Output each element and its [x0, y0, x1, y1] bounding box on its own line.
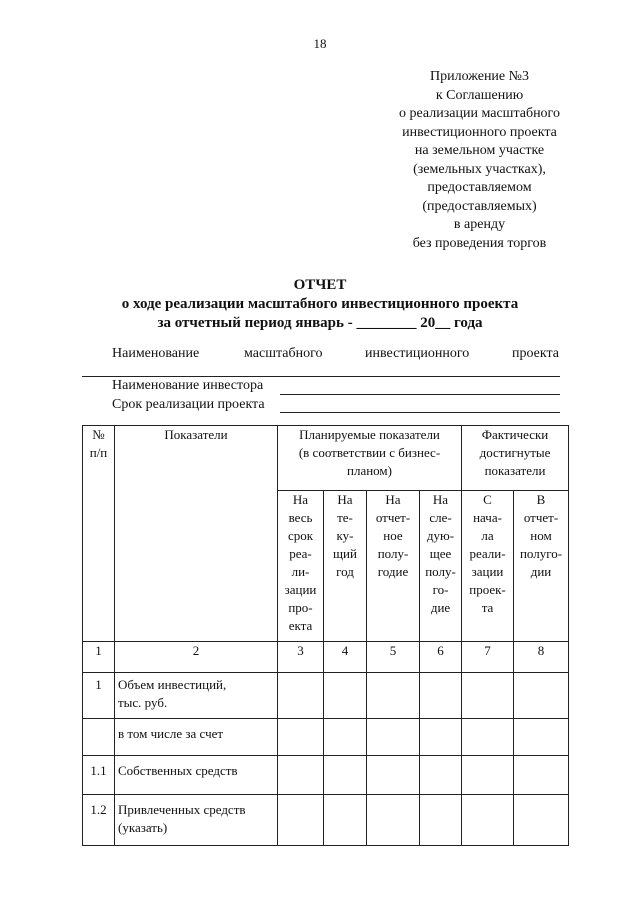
appendix-line: без проведения торгов	[412, 235, 547, 251]
term-line[interactable]	[280, 412, 560, 413]
appendix-line: о реализации масштабного	[399, 106, 560, 121]
appendix-line: к Соглашению	[435, 87, 524, 103]
investor-name-line[interactable]	[280, 394, 560, 395]
column-number: 5	[367, 642, 420, 673]
appendix-line: (земельных участках),	[413, 161, 546, 177]
column-number: 7	[462, 642, 514, 673]
column-number-row	[83, 642, 569, 673]
header-indicators: Показатели	[115, 426, 278, 642]
investor-label: Наименование инвестора	[112, 378, 264, 393]
subheader-reporting-half-year: На отчет- ное полу- годие	[367, 491, 420, 642]
project-name-line[interactable]	[82, 376, 560, 377]
data-cell[interactable]	[278, 673, 324, 719]
row-indicator: Собственных средств	[115, 756, 278, 795]
appendix-line: на земельном участке	[414, 143, 545, 158]
data-cell[interactable]	[420, 756, 462, 795]
row-num: 1	[83, 673, 115, 719]
data-cell[interactable]	[324, 719, 367, 756]
appendix-line: в аренду	[453, 217, 506, 232]
title-line-1: ОТЧЕТ	[293, 277, 347, 293]
data-cell[interactable]	[278, 795, 324, 846]
row-num	[83, 719, 115, 756]
data-cell[interactable]	[514, 719, 569, 756]
data-cell[interactable]	[367, 719, 420, 756]
report-table	[82, 425, 569, 846]
data-cell[interactable]	[514, 795, 569, 846]
table-row	[83, 719, 569, 756]
data-cell[interactable]	[420, 719, 462, 756]
data-cell[interactable]	[367, 673, 420, 719]
project-name-word: проекта	[512, 346, 559, 361]
term-label: Срок реализации проекта	[112, 397, 265, 412]
appendix-line: (предоставляемых)	[422, 198, 537, 214]
data-cell[interactable]	[420, 795, 462, 846]
table-row	[83, 673, 569, 719]
data-cell[interactable]	[514, 673, 569, 719]
data-cell[interactable]	[462, 756, 514, 795]
table-row	[83, 756, 569, 795]
row-num: 1.2	[83, 795, 115, 846]
header-actual: Фактически достигнутые показатели	[462, 426, 569, 491]
column-number: 2	[115, 642, 278, 673]
title-line-2: о ходе реализации масштабного инвестиционного проекта	[121, 296, 519, 312]
column-number: 1	[83, 642, 115, 673]
column-number: 8	[514, 642, 569, 673]
row-num: 1.1	[83, 756, 115, 795]
data-cell[interactable]	[324, 673, 367, 719]
data-cell[interactable]	[420, 673, 462, 719]
column-number: 4	[324, 642, 367, 673]
row-indicator: в том числе за счет	[115, 719, 278, 756]
table-row	[83, 795, 569, 846]
data-cell[interactable]	[367, 795, 420, 846]
row-indicator: Привлеченных средств (указать)	[115, 795, 278, 846]
title-line-3: за отчетный период январь - ________ 20__ года	[157, 315, 483, 331]
appendix-header	[372, 68, 587, 253]
column-number: 6	[420, 642, 462, 673]
appendix-line: предоставляемом	[427, 180, 532, 195]
data-cell[interactable]	[367, 756, 420, 795]
appendix-line: Приложение №3	[430, 69, 529, 84]
data-cell[interactable]	[462, 673, 514, 719]
data-cell[interactable]	[514, 756, 569, 795]
data-cell[interactable]	[278, 756, 324, 795]
data-cell[interactable]	[324, 795, 367, 846]
project-name-word: масштабного	[244, 346, 323, 361]
column-number: 3	[278, 642, 324, 673]
subheader-current-year: На те- ку- щий год	[324, 491, 367, 642]
data-cell[interactable]	[278, 719, 324, 756]
header-num: № п/п	[83, 426, 115, 642]
subheader-full-term: На весь срок реа- ли- зации про- екта	[278, 491, 324, 642]
subheader-in-reporting-half-year: В отчет- ном полуго- дии	[514, 491, 569, 642]
project-name-word: инвестиционного	[365, 346, 470, 361]
subheader-next-half-year: На сле- дую- щее полу- го- дие	[420, 491, 462, 642]
appendix-line: инвестиционного проекта	[402, 124, 557, 140]
data-cell[interactable]	[324, 756, 367, 795]
page-number: 18	[313, 36, 327, 51]
row-indicator: Объем инвестиций, тыс. руб.	[115, 673, 278, 719]
subheader-since-start: С нача- ла реали- зации проек- та	[462, 491, 514, 642]
project-name-word: Наименование	[112, 346, 200, 361]
report-title	[0, 276, 640, 333]
data-cell[interactable]	[462, 719, 514, 756]
data-cell[interactable]	[462, 795, 514, 846]
header-planned: Планируемые показатели (в соответствии с бизнес- планом)	[278, 426, 462, 491]
